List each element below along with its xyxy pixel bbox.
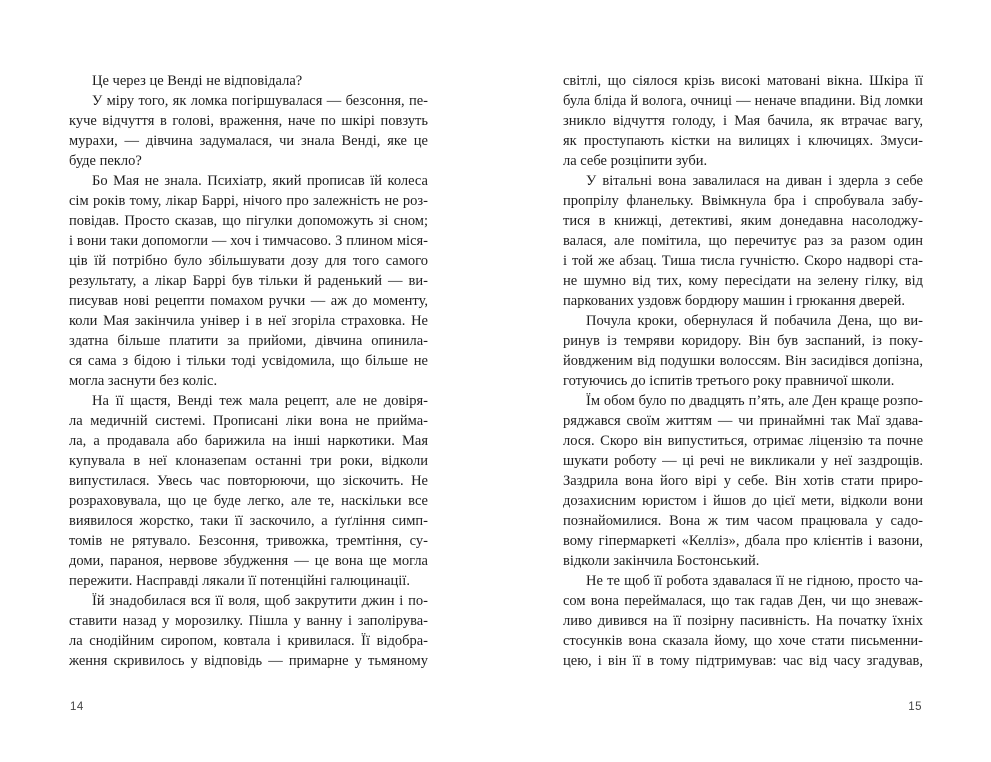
page-number-left: 14: [70, 701, 84, 713]
text-line: Не те щоб її робота здавалася її не гідною, просто ча-: [586, 573, 923, 589]
text-line: паркованих уздовж бордюру машин і грюкання дверей.: [563, 293, 905, 309]
text-line: шукати роботу — ці речі не викликали у неї заздрощів.: [563, 453, 923, 469]
page-left: [69, 0, 428, 762]
text-line: пропрілу фланельку. Ввімкнула бра і спробувала забу-: [563, 193, 923, 209]
text-line: У міру того, як ломка погіршувалася — безсоння, пе-: [92, 93, 428, 109]
text-line: розраховувала, що це буде легко, але те, наскільки все: [69, 493, 428, 509]
text-line: вому гіпермаркеті «Келліз», дбала про клієнтів і вазони,: [563, 533, 923, 549]
text-line: ряджався своїм життям — чи принаймні так Маї здава-: [563, 413, 923, 429]
text-line: ставити назад у морозилку. Пішла у ванну і заполірува-: [69, 613, 428, 629]
text-line: здатна більше платити за прийоми, дівчина опинила-: [69, 333, 428, 349]
text-line: Заздрила вона його вірі у себе. Він хотів стати приро-: [563, 473, 923, 489]
text-line: ла себе розціпити зуби.: [563, 153, 708, 169]
text-line: Почула кроки, обернулася й побачила Дена, що ви-: [586, 313, 923, 329]
text-line: могла заснути без коліс.: [69, 373, 218, 389]
text-line: ла медичній системі. Прописані ліки вона не прийма-: [69, 413, 428, 429]
text-line: писував нові рецепти помахом ручки — аж до моменту,: [69, 293, 428, 309]
text-line: випустилася. Увесь час повторюючи, що зіскочить. Не: [69, 473, 428, 489]
text-line: стосунків вона сказала йому, що хоче стати письменни-: [563, 633, 923, 649]
text-line: томів не рятувало. Безсоння, тривожка, тремтіння, су-: [69, 533, 428, 549]
text-line: сом вона переймалася, що так гадав Ден, чи що зневаж-: [563, 593, 923, 609]
text-line: цею, і він її в тому підтримував: час від часу згадував,: [563, 653, 923, 669]
text-line: не шумно від тих, кому пересідати на зелену гілку, від: [563, 273, 923, 289]
text-line: познайомилися. Вона ж тим часом працювала у садо-: [563, 513, 923, 529]
text-line: і вони таки допомогли — хоч і тимчасово. З плином міся-: [69, 233, 428, 249]
text-line: Бо Мая не знала. Психіатр, який прописав їй колеса: [92, 173, 428, 189]
text-line: ження скривилось у відповідь — примарне у тьмяному: [69, 653, 428, 669]
text-line: буде пекло?: [69, 153, 142, 169]
text-line: виявилося жорстко, таки її заскочило, а ґуґління симп-: [69, 513, 428, 529]
page-number-right: 15: [908, 701, 922, 713]
text-line: На її щастя, Венді теж мала рецепт, але не довіря-: [92, 393, 428, 409]
text-line: коли Мая закінчила універ і в неї згоріла страховка. Не: [69, 313, 428, 329]
text-line: і той же абзац. Тиша тисла гучністю. Скоро надворі ста-: [563, 253, 923, 269]
text-line: ся сама з бідою і тільки тоді усвідомила, що більше не: [69, 353, 428, 369]
text-line: ла, а продавала або барижила на інші наркотики. Мая: [69, 433, 428, 449]
text-line: ла снодійним сиропом, ковтала і кривилася. Її відобра-: [69, 633, 428, 649]
text-line: відколи закінчила Бостонський.: [563, 553, 760, 569]
text-line: ців їй потрібно було збільшувати дозу для того самого: [69, 253, 428, 269]
text-line: готуючись до іспитів третього року правничої школи.: [563, 373, 895, 389]
text-line: валася, але помітила, що перечитує раз за разом один: [563, 233, 923, 249]
text-line: дозахисним юристом і йшов до цієї мети, відколи вони: [563, 493, 923, 509]
text-line: сім років тому, лікар Баррі, нічого про залежність не роз-: [69, 193, 428, 209]
text-line: У вітальні вона завалилася на диван і здерла з себе: [586, 173, 923, 189]
text-line: купувала в неї клоназепам останні три роки, відколи: [69, 453, 428, 469]
text-line: Їм обом було по двадцять п’ять, але Ден краще розпо-: [586, 393, 923, 409]
page-right: [563, 0, 923, 762]
text-line: Це через це Венді не відповідала?: [92, 73, 303, 89]
text-line: Їй знадобилася вся її воля, щоб закрутити джин і по-: [92, 593, 428, 609]
text-line: ринув із темряви коридору. Він був заспаний, із поку-: [563, 333, 923, 349]
text-block-left: [69, 71, 428, 671]
text-line: як проступають кістки на вилицях і ключицях. Змуси-: [563, 133, 923, 149]
text-line: лося. Скоро він випуститься, отримає ліцензію та почне: [563, 433, 923, 449]
text-line: повідав. Просто сказав, що пігулки допоможуть зі сном;: [69, 213, 428, 229]
text-line: доми, параноя, нервове збудження — це вона ще могла: [69, 553, 428, 569]
text-line: була бліда й волога, очниці — неначе впадини. Від ломки: [563, 93, 923, 109]
text-line: пережити. Насправді лякали її потенційні галюцинації.: [69, 573, 410, 589]
text-line: ливо дивився на її позірну пасивність. На початку їхніх: [563, 613, 923, 629]
text-line: результату, а лікар Баррі був тільки й раденький — ви-: [69, 273, 428, 289]
text-line: мурахи, — дівчина задумалася, чи знала Венді, яке це: [69, 133, 428, 149]
text-line: йовдженим від подушки волоссям. Він засидівся допізна,: [563, 353, 923, 369]
text-line: зникло відчуття голоду, і Мая бачила, як втрачає вагу,: [563, 113, 923, 129]
text-line: куче відчуття в голові, враження, наче по шкірі повзуть: [69, 113, 428, 129]
text-line: тися в книжці, детективі, яким донедавна насолоджу-: [563, 213, 923, 229]
text-block-right: [563, 71, 923, 671]
text-line: світлі, що сіялося крізь високі матовані вікна. Шкіра її: [563, 73, 923, 89]
